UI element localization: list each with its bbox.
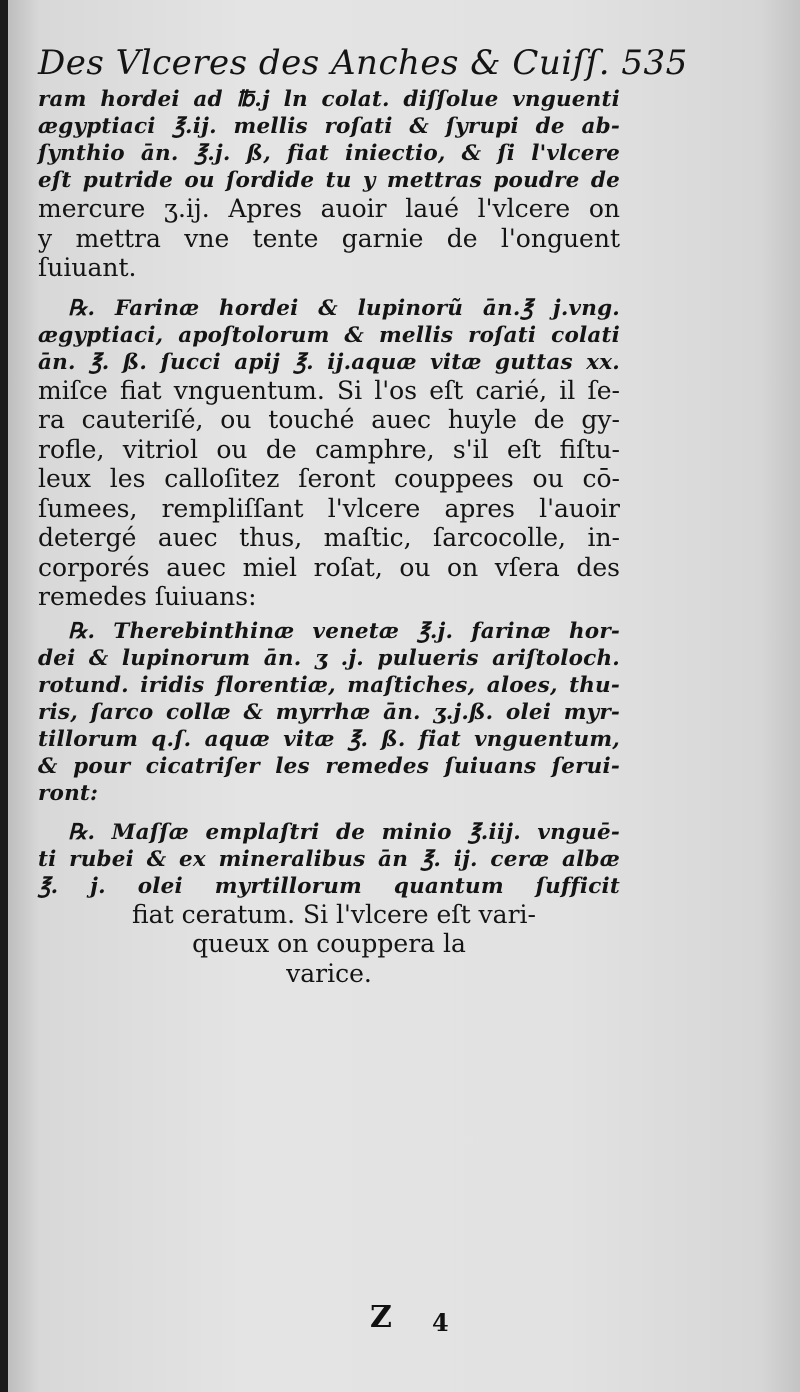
signature-number: 4 <box>432 1308 449 1337</box>
text-line: fiat ceratum. Si l'vlcere eſt vari- <box>132 899 536 929</box>
page-footer <box>8 1300 800 1340</box>
text-line: mercure ʒ.ij. Apres auoir laué l'vlcere on <box>38 194 620 223</box>
page-text <box>38 40 688 988</box>
recipe-line: ℞. Therebinthinæ venetæ ℥.j. farinæ hor- <box>68 618 620 644</box>
text-line: ſumees, rempliſſant l'vlcere apres l'auoir <box>38 493 620 523</box>
text-line: rotund. iridis florentiæ, maſtiches, aloes, thu- <box>38 672 620 698</box>
text-line: ſynthio ān. ℥.j. ß, fiat iniectio, & ſi l'vlcere <box>38 141 620 166</box>
text-line: corporés auec miel roſat, ou on vſera des <box>38 552 620 582</box>
text-line: ægyptiaci, apoſtolorum & mellis roſati colati <box>38 322 620 348</box>
text-line: ſuiuant. <box>38 253 137 282</box>
text-line: y mettra vne tente garnie de l'onguent <box>38 223 620 253</box>
text-line: varice. <box>286 958 372 988</box>
text-line: ægyptiaci ℥.ij. mellis roſati & ſyrupi de ab- <box>38 114 620 139</box>
recipe-line: ℞. Maſſæ emplaſtri de minio ℥.iij. vnguē- <box>68 819 620 845</box>
text-line: dei & lupinorum ān. ʒ .j. pulueris ariſtoloch. <box>38 645 620 671</box>
text-line: rofle, vitriol ou de camphre, s'il eſt fiſtu- <box>38 434 620 464</box>
text-line: tillorum q.ſ. aquæ vitæ ℥. ß. fiat vnguentum, <box>38 726 620 752</box>
text-line: remedes ſuiuans: <box>38 582 257 611</box>
signature-mark: Z <box>370 1300 392 1335</box>
text-line: ℥. j. olei myrtillorum quantum ſufficit <box>38 873 620 899</box>
text-line: ān. ℥. ß. ſucci apij ℥. ij.aquæ vitæ guttas xx. <box>38 349 620 375</box>
text-line: queux on couppera la <box>192 929 466 958</box>
recipe-line: ℞. Farinæ hordei & lupinorũ ān.℥ j.vng. <box>68 295 620 321</box>
text-line: miſce fiat vnguentum. Si l'os eſt carié, il ſe- <box>38 375 620 405</box>
text-line: ris, ſarco collæ & myrrhæ ān. ʒ.j.ß. olei myr- <box>38 699 620 725</box>
running-header: Des Vlceres des Anches & Cuiſſ. 535 <box>38 43 688 83</box>
text-line: detergé auec thus, maſtic, ſarcocolle, in- <box>38 523 620 552</box>
book-page <box>8 0 800 1392</box>
text-line: ra cauteriſé, ou touché auec huyle de gy- <box>38 405 620 434</box>
text-line: ront: <box>38 780 99 806</box>
text-line: ram hordei ad ℔.j ln colat. diſſolue vnguenti <box>38 87 620 112</box>
text-line: ti rubei & ex mineralibus ān ℥. ij. ceræ albæ <box>38 846 620 872</box>
text-line: leux les calloſitez ſeront couppees ou cō- <box>38 464 620 493</box>
text-line: eſt putride ou ſordide tu y mettras poudre de <box>38 168 620 193</box>
text-line: & pour cicatriſer les remedes ſuiuans ſerui- <box>38 753 620 779</box>
